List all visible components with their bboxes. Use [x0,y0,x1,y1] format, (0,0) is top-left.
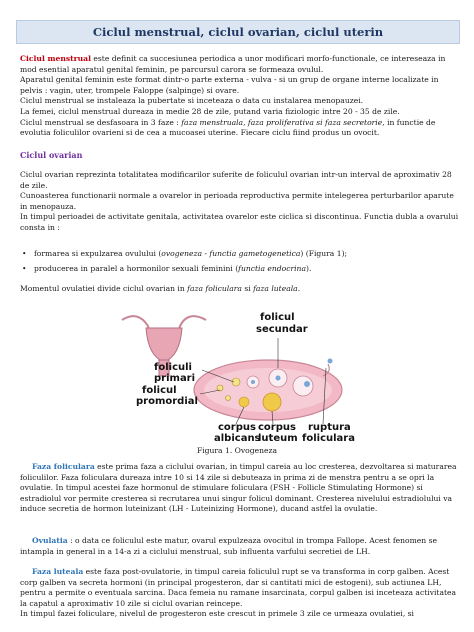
intro-text-4: La femei, ciclul menstrual dureaza in medie 28 de zile, putand varia fiziologic intre 20 - 35 de zile. [20,106,400,116]
ovogeneza-figure [118,306,358,444]
bullet1-text-b: ) (Figura 1); [300,249,348,258]
intro-text-1: este definit ca succesiunea periodica a unor modificari morfo-functionale, ce intereseaza in mod esential aparatul genital feminin, pe parcursul carora se formeaza ovulul. [20,54,446,74]
bullet2-text-b: ). [305,264,312,273]
p4-text-a: Momentul ovulatiei divide ciclul ovarian in [20,284,188,293]
faza-luteala-text: este faza post-ovulatorie, in timpul careia foliculul rupt se va transforma in corp galben. Acest corp galben va secreta hormoni (in principal progesteron, dar si cantitati mici de estogeni), sub actiunea LH, pentru a permite o eventuala sarcina. Daca femeia nu ramane insarcinata, corpul galben isi inceteaza activitatea la capatul a aproximativ 10 zile si ciclul ovarian reincepe. [20,567,457,608]
faza-foliculara-paragraph [20,462,460,515]
intro-text-3: Ciclul menstrual se instaleaza la pubertate si inceteaza o data cu instalarea menopauzei. [20,96,364,106]
faza-luteala-text-2: In timpul fazei foliculare, nivelul de progesteron este crescut in primele 3 zile ce urmeaza ovulatiei, si [20,609,414,619]
bullet1-italic: ovogeneza - functia gametogenetica [161,249,301,258]
label-folicul-primordial-2: promordial [136,396,198,407]
label-foliculi-primari-2: primari [154,373,196,384]
term-faza-foliculara: Faza foliculara [32,462,95,471]
label-corpus-luteum-2: luteum [258,433,298,444]
ovulation-divide-text [20,284,460,295]
label-folicul-secundar-1: folicul [260,312,295,323]
intro-phases-italic: faza menstruala, faza proliferativa si faza secretorie, [181,117,385,127]
label-corpus-albicans-2: albicans [214,433,261,444]
intro-paragraph [20,54,460,139]
term-faza-luteala: Faza luteala [32,567,84,576]
faza-luteala-paragraph [20,567,460,620]
label-corpus-luteum-1: corpus [258,422,296,433]
intro-text-2: Aparatul genital feminin este format dintr-o parte externa - vulva - si un grup de organe interne localizate in pelvis : vagin, uter, trompele Faloppe (salpinge) si ovare. [20,75,439,95]
ovarian-paragraph-1 [20,170,460,234]
label-ruptura-2: foliculara [302,433,355,444]
term-ciclul-menstrual: Ciclul menstrual [20,54,91,63]
label-foliculi-primari-1: foliculi [154,362,192,373]
list-item [20,249,460,264]
bullet2-text-a: producerea in paralel a hormonilor sexuali feminini ( [34,264,239,273]
ovulatia-paragraph [20,536,460,557]
bullet2-italic: functia endocrina [238,264,306,273]
faza-foliculara-text: este prima faza a ciclului ovarian, in timpul careia au loc cresterea, dezvoltarea si maturarea foliculilor. Faza foliculara dureaza intre 10 si 14 zile si debuteaza in prima zi de menstra pentru a se opri la ovulatie. In timpul acestei faze hormonul de stimulare foliculara (FSH - Follicle Stimulating Hormone) si estradiolul vor permite cresterea si recrutarea unui singur folicul dominant. Cresterea nivelului estradiolului va induce secretia de hormon luteinizant (LH - Luteinizing Hormone), ducand astfel la ovulatie. [20,462,457,514]
p4-text-b: . [297,284,301,293]
heading-ciclul-ovarian: Ciclul ovarian [20,150,83,160]
intro-text-5c: in functie de evolutia foliculilor ovarieni si de cea a mucoasei uterine. Fiecare ciclu fiind produs un ovocit. [20,117,436,138]
p4-italic-2: faza luteala [253,284,298,293]
page-title: Ciclul menstrual, ciclul ovarian, ciclul uterin [16,20,460,44]
ovarian-text-1: Ciclul ovarian reprezinta totalitatea modificarilor suferite de foliculul ovarian intr-un interval de aproximativ 28 de zile. [20,170,452,190]
intro-text-5a: Ciclul menstrual se desfasoara in 3 faze : [20,117,182,127]
label-ruptura-1: ruptura [308,422,351,433]
list-item [20,264,460,279]
bullet1-text-a: formarea si expulzarea ovulului ( [34,249,162,258]
label-folicul-secundar-2: secundar [256,324,308,335]
ovarian-text-3: In timpul perioadei de activitate genitala, activitatea ovarelor este ciclica si discontinua. Functia dubla a ovarului consta in : [20,212,459,232]
ovulatia-text: : o data ce foliculul este matur, ovarul expulzeaza ovocitul in trompa Fallope. Acest fenomen se intampla in general in a 14-a zi a ciclului menstrual, sub influenta varfului secretiei de LH. [20,536,437,556]
ovarian-function-list [20,249,460,279]
ovary-drawing [194,359,342,421]
p4-italic-1: faza foliculara [187,284,242,293]
term-ovulatia: Ovulatia [32,536,68,545]
figure-caption: Figura 1. Ovogeneza [196,446,278,455]
p4-text-m: si [241,284,254,293]
ovarian-text-2: Cunoasterea functionarii normale a ovarelor in perioada reproductiva permite intelegerea perturbarilor aparute in menopauza. [20,191,454,211]
label-corpus-albicans-1: corpus [218,422,256,433]
label-folicul-primordial-1: folicul [142,385,177,396]
